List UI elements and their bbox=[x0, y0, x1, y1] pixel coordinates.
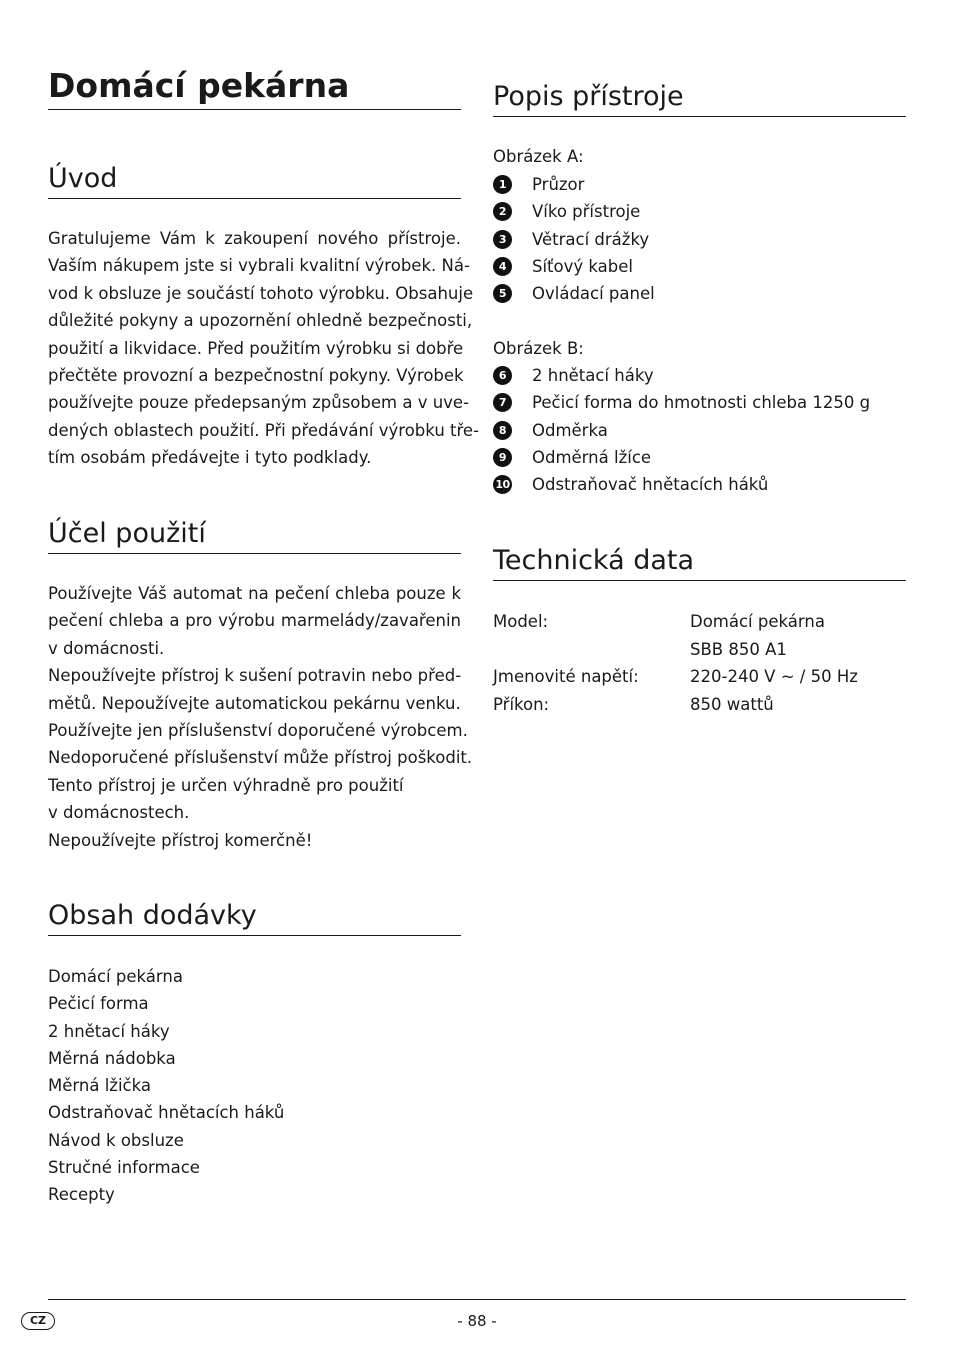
part-label: Odměrná lžíce bbox=[532, 447, 652, 467]
spec-value: 220-240 V ~ / 50 Hz bbox=[690, 667, 858, 686]
part-item bbox=[493, 171, 906, 198]
purpose-line: v domácnosti. bbox=[48, 638, 165, 658]
figure-a-label: Obrázek A: bbox=[493, 147, 584, 166]
intro-line: Gratulujeme Vám k zakoupení nového přístroje. bbox=[48, 229, 461, 248]
table-row bbox=[493, 663, 906, 691]
list-item: Recepty bbox=[48, 1185, 115, 1205]
part-label: Odměrka bbox=[532, 420, 608, 440]
tech-table bbox=[493, 608, 906, 718]
number-badge: 8 bbox=[493, 421, 512, 440]
part-label: Síťový kabel bbox=[532, 256, 633, 276]
list-item: 2 hnětací háky bbox=[48, 1021, 170, 1041]
part-item bbox=[493, 253, 906, 280]
intro-paragraph bbox=[48, 225, 480, 472]
spec-key: Jmenovité napětí: bbox=[493, 667, 639, 686]
list-item: Odstraňovač hnětacích háků bbox=[48, 1103, 285, 1123]
intro-line: používejte pouze předepsaným způsobem a v uve- bbox=[48, 393, 470, 413]
spec-key: Model: bbox=[493, 612, 549, 631]
number-badge: 3 bbox=[493, 230, 512, 249]
purpose-line: mětů. Nepoužívejte automatickou pekárnu venku. bbox=[48, 693, 461, 713]
number-badge: 6 bbox=[493, 366, 512, 385]
part-label: Větrací drážky bbox=[532, 229, 650, 249]
number-badge: 10 bbox=[493, 475, 512, 494]
number-badge: 1 bbox=[493, 175, 512, 194]
intro-heading: Úvod bbox=[48, 162, 461, 199]
intro-line: přečtěte provozní a bezpečnostní pokyny. Výrobek bbox=[48, 366, 464, 386]
spec-value: 850 wattů bbox=[690, 694, 774, 714]
delivery-list bbox=[48, 963, 284, 1209]
purpose-heading: Účel použití bbox=[48, 517, 461, 554]
list-item: Návod k obsluze bbox=[48, 1130, 184, 1150]
purpose-line: Nedoporučené příslušenství může přístroj poškodit. bbox=[48, 748, 473, 768]
page-number: - 88 - bbox=[457, 1312, 497, 1330]
part-item bbox=[493, 389, 906, 416]
spec-key: Příkon: bbox=[493, 694, 550, 714]
purpose-line: Používejte Váš automat na pečení chleba pouze k bbox=[48, 584, 461, 603]
table-row bbox=[493, 691, 906, 719]
list-item: Stručné informace bbox=[48, 1158, 200, 1178]
intro-line: použití a likvidace. Před použitím výrobku si dobře bbox=[48, 338, 464, 358]
part-item bbox=[493, 362, 906, 389]
purpose-line: Používejte jen příslušenství doporučené výrobcem. bbox=[48, 721, 468, 741]
number-badge: 9 bbox=[493, 448, 512, 467]
spec-key bbox=[493, 636, 690, 664]
description-heading: Popis přístroje bbox=[493, 80, 906, 117]
part-label: Pečicí forma do hmotnosti chleba 1250 g bbox=[532, 393, 871, 413]
purpose-line: Nepoužívejte přístroj k sušení potravin nebo před- bbox=[48, 666, 462, 686]
list-item: Domácí pekárna bbox=[48, 967, 183, 986]
purpose-line: Tento přístroj je určen výhradně pro použití bbox=[48, 775, 404, 795]
language-badge: CZ bbox=[21, 1312, 55, 1330]
purpose-line: Nepoužívejte přístroj komerčně! bbox=[48, 830, 313, 850]
part-item bbox=[493, 417, 906, 444]
table-row bbox=[493, 608, 906, 636]
spec-value: SBB 850 A1 bbox=[690, 639, 787, 659]
intro-line: dených oblastech použití. Při předávání výrobku tře- bbox=[48, 420, 480, 440]
part-label: Průzor bbox=[532, 175, 585, 194]
table-row bbox=[493, 636, 906, 664]
part-item bbox=[493, 444, 906, 471]
part-item bbox=[493, 226, 906, 253]
figure-a-parts bbox=[493, 171, 906, 307]
page-title: Domácí pekárna bbox=[48, 66, 461, 110]
list-item: Měrná nádobka bbox=[48, 1048, 176, 1068]
intro-line: tím osobám předávejte i tyto podklady. bbox=[48, 448, 372, 468]
figure-b-label: Obrázek B: bbox=[493, 339, 584, 358]
tech-heading: Technická data bbox=[493, 544, 906, 581]
part-label: Víko přístroje bbox=[532, 202, 641, 222]
part-label: 2 hnětací háky bbox=[532, 366, 654, 385]
purpose-line: v domácnostech. bbox=[48, 803, 190, 823]
intro-line: Vaším nákupem jste si vybrali kvalitní výrobek. Ná- bbox=[48, 256, 470, 276]
delivery-heading: Obsah dodávky bbox=[48, 899, 461, 936]
list-item: Pečicí forma bbox=[48, 994, 149, 1014]
number-badge: 5 bbox=[493, 284, 512, 303]
intro-line: vod k obsluze je součástí tohoto výrobku. Obsahuje bbox=[48, 283, 474, 303]
part-item bbox=[493, 198, 906, 225]
number-badge: 4 bbox=[493, 257, 512, 276]
figure-b-parts bbox=[493, 362, 906, 498]
part-label: Odstraňovač hnětacích háků bbox=[532, 475, 769, 495]
purpose-line: pečení chleba a pro výrobu marmelády/zavařenin bbox=[48, 611, 461, 631]
list-item: Měrná lžička bbox=[48, 1076, 151, 1096]
footer-divider bbox=[48, 1299, 906, 1300]
spec-value: Domácí pekárna bbox=[690, 612, 825, 631]
part-item bbox=[493, 471, 906, 498]
intro-line: důležité pokyny a upozornění ohledně bezpečnosti, bbox=[48, 311, 473, 331]
part-item bbox=[493, 280, 906, 307]
number-badge: 7 bbox=[493, 393, 512, 412]
purpose-paragraph bbox=[48, 580, 473, 854]
part-label: Ovládací panel bbox=[532, 284, 655, 304]
number-badge: 2 bbox=[493, 202, 512, 221]
